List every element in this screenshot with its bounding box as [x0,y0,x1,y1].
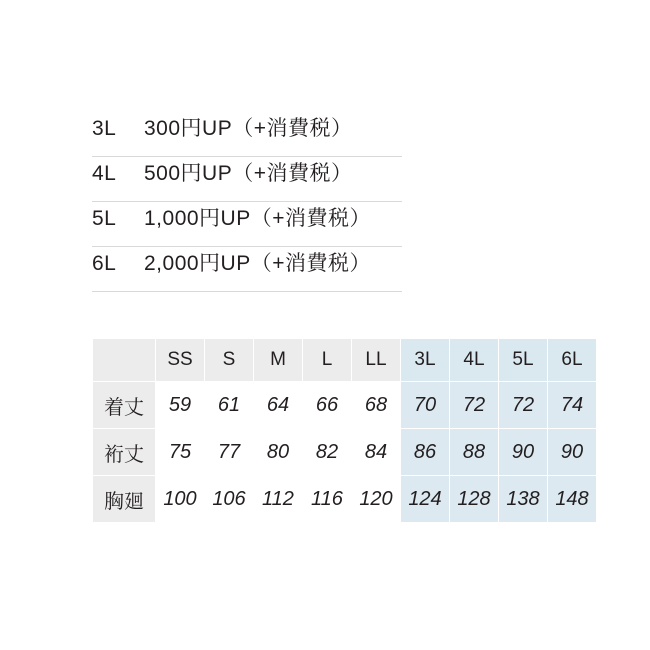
column-header-6l: 6L [548,339,597,382]
table-cell: 80 [254,429,303,476]
column-header-5l: 5L [499,339,548,382]
table-cell: 70 [401,382,450,429]
table-row [93,476,597,523]
price-row-amount: 1,000円UP（+消費税） [144,207,371,230]
table-row [93,429,597,476]
table-corner-cell [93,339,156,382]
table-cell: 116 [303,476,352,523]
table-header-row [93,339,597,382]
price-row [92,202,402,247]
table-cell: 88 [450,429,499,476]
column-header-3l: 3L [401,339,450,382]
table-cell: 148 [548,476,597,523]
row-label-yukitake: 裄丈 [93,429,156,476]
column-header-s: S [205,339,254,382]
column-header-m: M [254,339,303,382]
table-cell: 106 [205,476,254,523]
price-row-size: 3L [92,117,117,140]
row-label-kitake: 着丈 [93,382,156,429]
table-cell: 120 [352,476,401,523]
table-cell: 90 [548,429,597,476]
table-cell: 124 [401,476,450,523]
table-cell: 74 [548,382,597,429]
price-row-amount: 2,000円UP（+消費税） [144,252,371,275]
price-row-size: 4L [92,162,117,185]
price-row [92,112,402,157]
price-row [92,157,402,202]
price-row-amount: 300円UP（+消費税） [144,117,353,140]
table-cell: 128 [450,476,499,523]
price-row [92,247,402,292]
size-measurement-table [92,338,597,523]
table-cell: 82 [303,429,352,476]
row-label-munemawari: 胸廻 [93,476,156,523]
table-cell: 64 [254,382,303,429]
table-cell: 75 [156,429,205,476]
column-header-4l: 4L [450,339,499,382]
table-cell: 68 [352,382,401,429]
price-row-size: 6L [92,252,117,275]
table-row [93,382,597,429]
price-row-amount: 500円UP（+消費税） [144,162,353,185]
table-cell: 138 [499,476,548,523]
table-cell: 84 [352,429,401,476]
table-cell: 72 [499,382,548,429]
column-header-ss: SS [156,339,205,382]
table-cell: 112 [254,476,303,523]
table-cell: 90 [499,429,548,476]
table-cell: 100 [156,476,205,523]
table-cell: 66 [303,382,352,429]
table-cell: 59 [156,382,205,429]
table-cell: 72 [450,382,499,429]
price-surcharge-list [92,112,402,292]
price-row-size: 5L [92,207,117,230]
column-header-ll: LL [352,339,401,382]
table-cell: 61 [205,382,254,429]
column-header-l: L [303,339,352,382]
table-cell: 77 [205,429,254,476]
table-cell: 86 [401,429,450,476]
